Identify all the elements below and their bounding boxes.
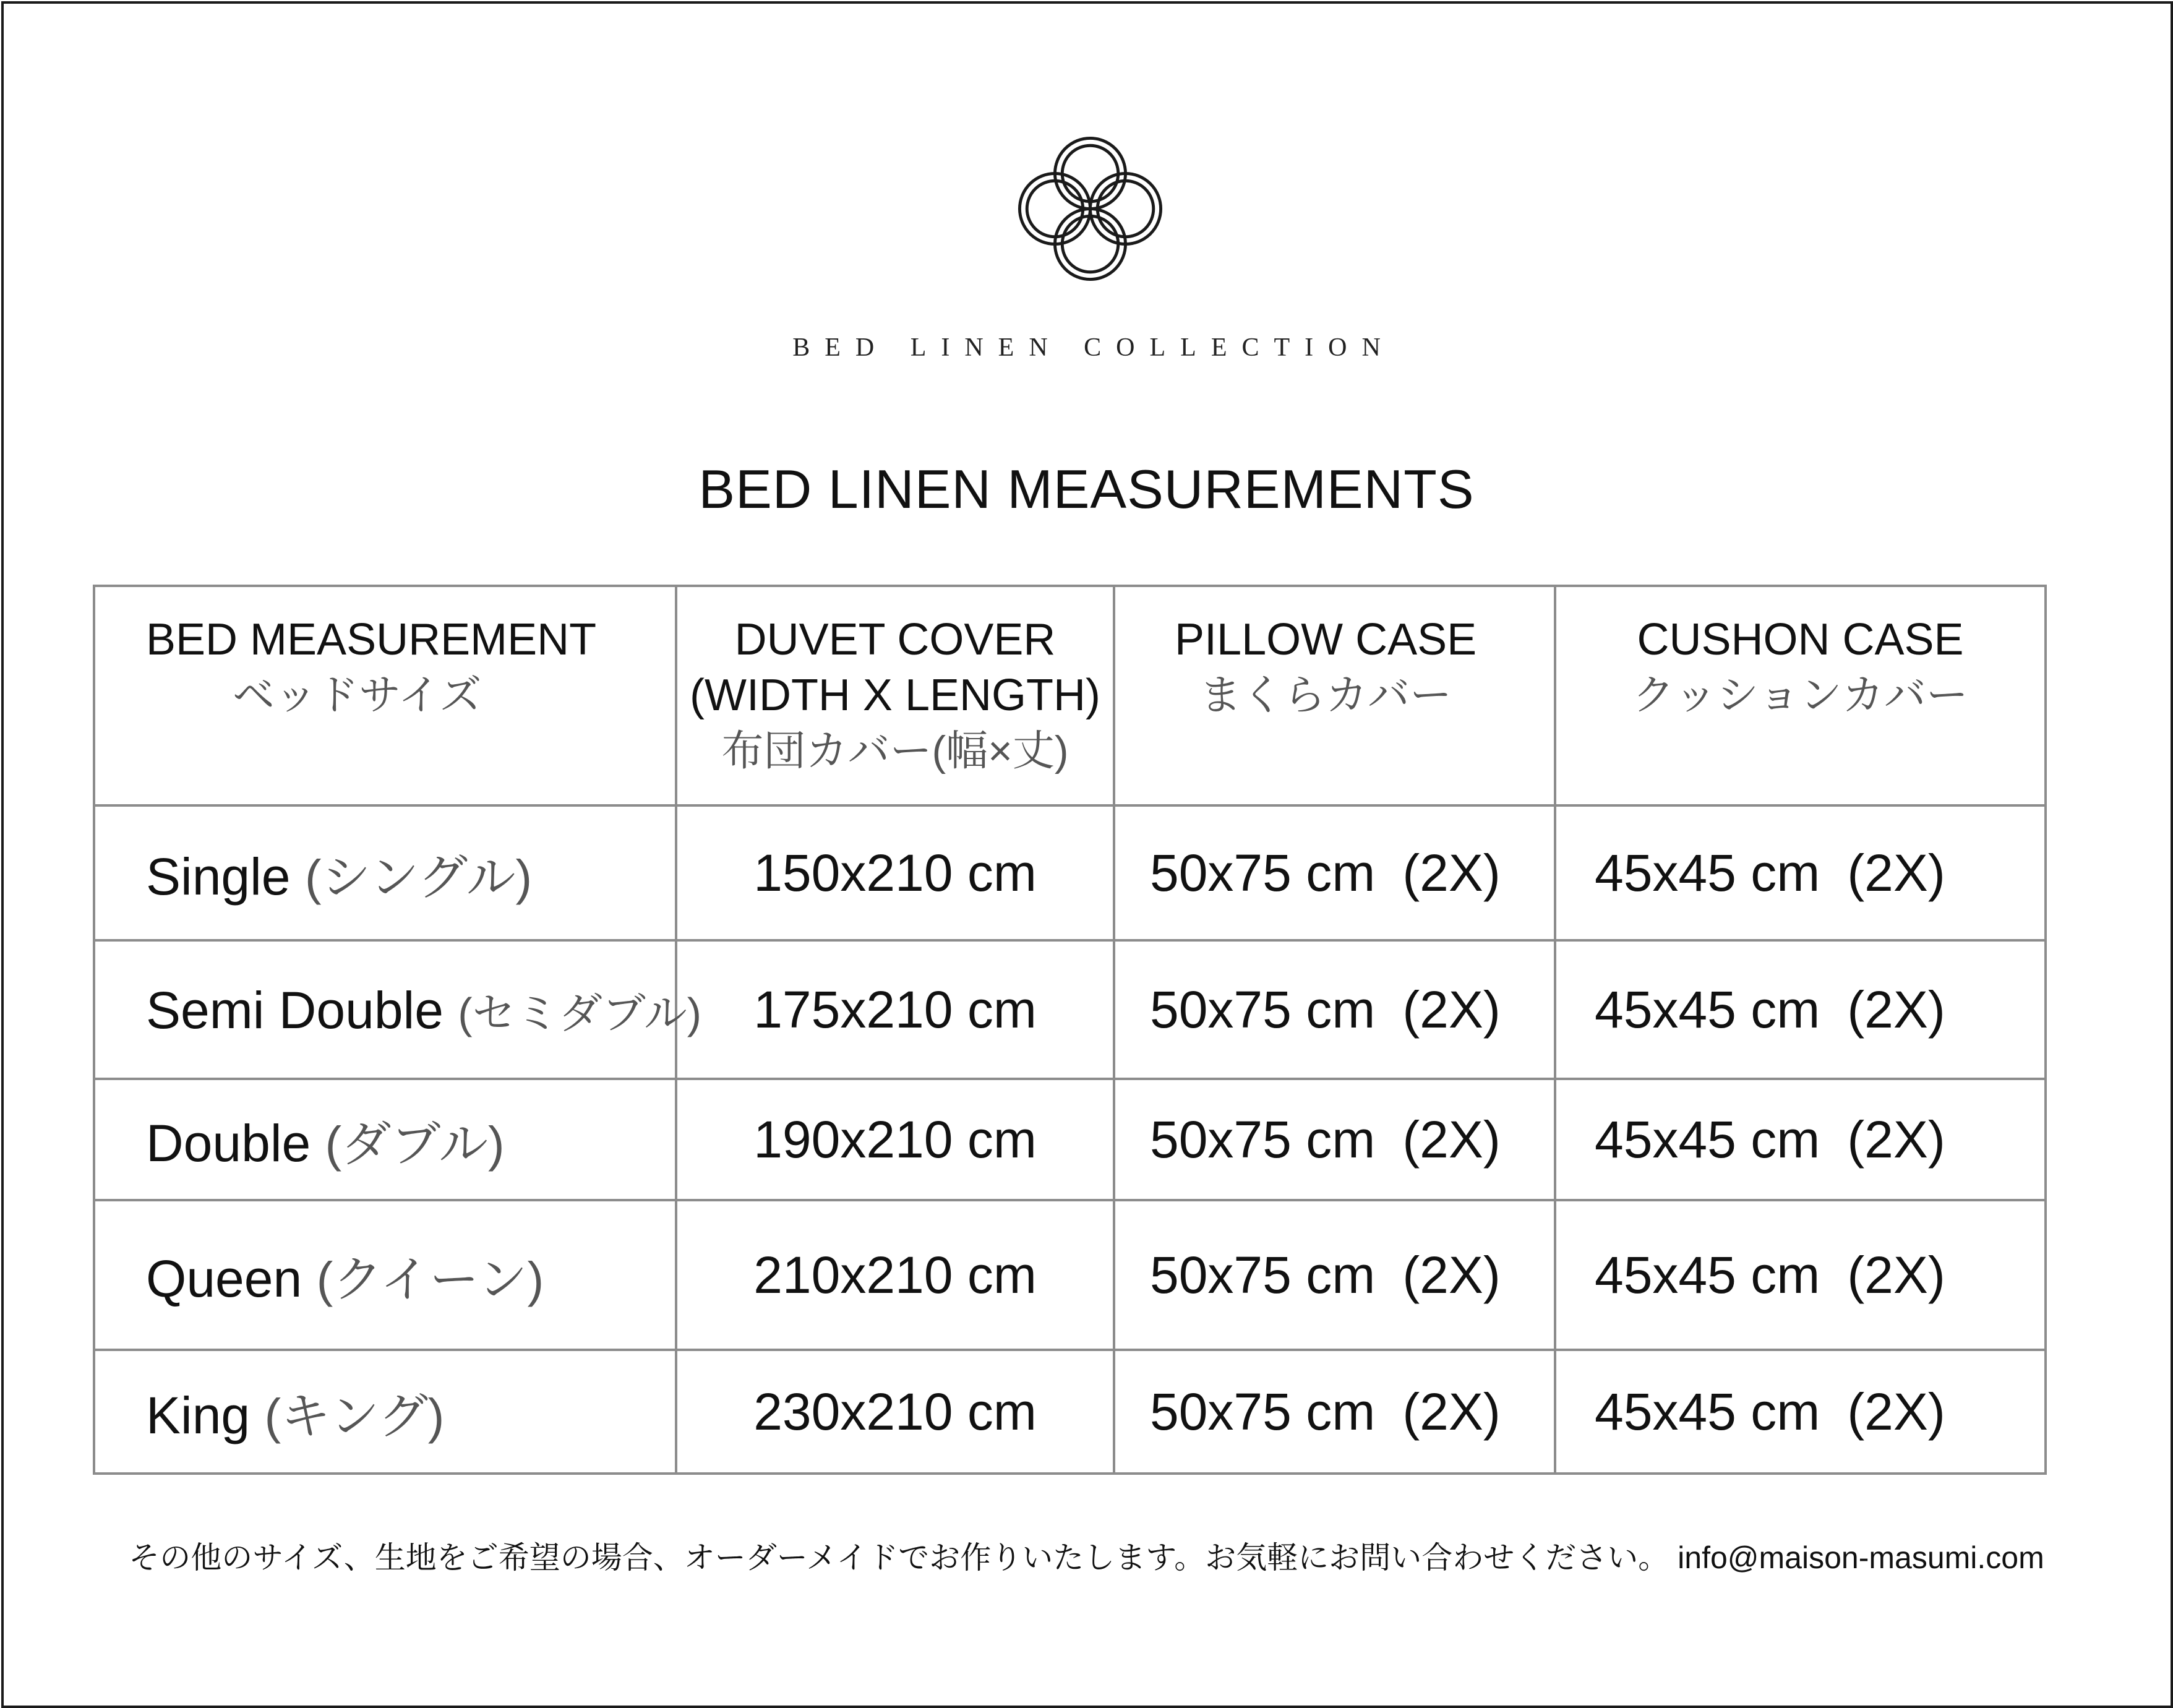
header-en: PILLOW CASE	[1175, 615, 1477, 664]
pillow-qty: (2X)	[1402, 843, 1501, 902]
bed-size-en: King	[146, 1386, 251, 1444]
bed-size-cell	[94, 1079, 676, 1200]
cushion-size-cell	[1555, 805, 2046, 940]
bed-size-en: Single	[146, 847, 291, 906]
bed-size-cell	[94, 1200, 676, 1350]
footer-note: その他のサイズ、生地をご希望の場合、オーダーメイドでお作りいたします。お気軽にお問い合わせください。 info@maison-masumi.com	[129, 1540, 2044, 1575]
duvet-size-cell: 230x210 cm	[676, 1350, 1114, 1474]
interlocking-circles-logo	[999, 118, 1181, 300]
cushion-qty: (2X)	[1847, 1245, 1945, 1304]
table-row	[94, 1200, 2046, 1350]
pillow-qty: (2X)	[1402, 1110, 1501, 1169]
pillow-size-cell	[1114, 940, 1555, 1079]
cushion-size-cell	[1555, 940, 2046, 1079]
pillow-qty: (2X)	[1402, 980, 1501, 1039]
header-pillow-case	[1114, 586, 1555, 805]
cushion-size: 45x45 cm	[1595, 843, 1820, 902]
pillow-size-cell	[1114, 1200, 1555, 1350]
pillow-size: 50x75 cm	[1150, 1382, 1376, 1441]
pillow-qty: (2X)	[1402, 1382, 1501, 1441]
table-row	[94, 940, 2046, 1079]
cushion-size: 45x45 cm	[1595, 980, 1820, 1039]
pillow-qty: (2X)	[1402, 1245, 1501, 1304]
bed-size-jp: (セミダブル)	[458, 989, 702, 1037]
header-jp: ベッドサイズ	[233, 672, 482, 719]
pillow-size: 50x75 cm	[1150, 843, 1376, 902]
header-bed-measurement	[94, 586, 676, 805]
cushion-qty: (2X)	[1847, 980, 1945, 1039]
bed-size-jp: (シングル)	[304, 849, 533, 905]
pillow-size-cell	[1114, 1350, 1555, 1474]
header-en: BED MEASUREMENT	[146, 615, 597, 664]
measurements-table	[93, 585, 2047, 1475]
header-cushion-case	[1555, 586, 2046, 805]
header-en: CUSHON CASE	[1637, 615, 1964, 664]
brand-tagline: BED LINEN COLLECTION	[792, 333, 1395, 362]
header-duvet-cover	[676, 586, 1114, 805]
cushion-size: 45x45 cm	[1595, 1245, 1820, 1304]
bed-size-jp: (クイーン)	[316, 1251, 544, 1307]
header-en: DUVET COVER	[734, 615, 1056, 664]
table-row	[94, 1350, 2046, 1474]
table-row	[94, 805, 2046, 940]
pillow-size-cell	[1114, 805, 1555, 940]
table-header-row	[94, 586, 2046, 805]
duvet-size-cell: 175x210 cm	[676, 940, 1114, 1079]
page-title: BED LINEN MEASUREMENTS	[698, 458, 1475, 520]
bed-size-cell	[94, 940, 702, 1079]
table-row	[94, 1079, 2046, 1200]
bed-size-en: Semi Double	[146, 981, 444, 1039]
pillow-size: 50x75 cm	[1150, 1245, 1376, 1304]
header-jp: 布団カバー(幅×丈)	[721, 727, 1069, 775]
cushion-qty: (2X)	[1847, 1110, 1945, 1169]
cushion-size-cell	[1555, 1350, 2046, 1474]
cushion-size-cell	[1555, 1079, 2046, 1200]
cushion-size: 45x45 cm	[1595, 1382, 1820, 1441]
duvet-size-cell: 150x210 cm	[676, 805, 1114, 940]
header-jp: クッションカバー	[1632, 672, 1968, 719]
bed-size-jp: (ダブル)	[325, 1116, 505, 1172]
cushion-qty: (2X)	[1847, 1382, 1945, 1441]
bed-size-cell	[94, 1350, 676, 1474]
bed-size-cell	[94, 805, 676, 940]
cushion-size-cell	[1555, 1200, 2046, 1350]
pillow-size: 50x75 cm	[1150, 1110, 1376, 1169]
bed-size-en: Double	[146, 1114, 311, 1172]
pillow-size: 50x75 cm	[1150, 980, 1376, 1039]
pillow-size-cell	[1114, 1079, 1555, 1200]
bed-size-jp: (キング)	[264, 1388, 445, 1444]
cushion-size: 45x45 cm	[1595, 1110, 1820, 1169]
header-jp: まくらカバー	[1199, 672, 1452, 719]
cushion-qty: (2X)	[1847, 843, 1945, 902]
bed-size-en: Queen	[146, 1249, 302, 1308]
duvet-size-cell: 210x210 cm	[676, 1200, 1114, 1350]
duvet-size-cell: 190x210 cm	[676, 1079, 1114, 1200]
header-en-sub: (WIDTH X LENGTH)	[690, 671, 1100, 720]
